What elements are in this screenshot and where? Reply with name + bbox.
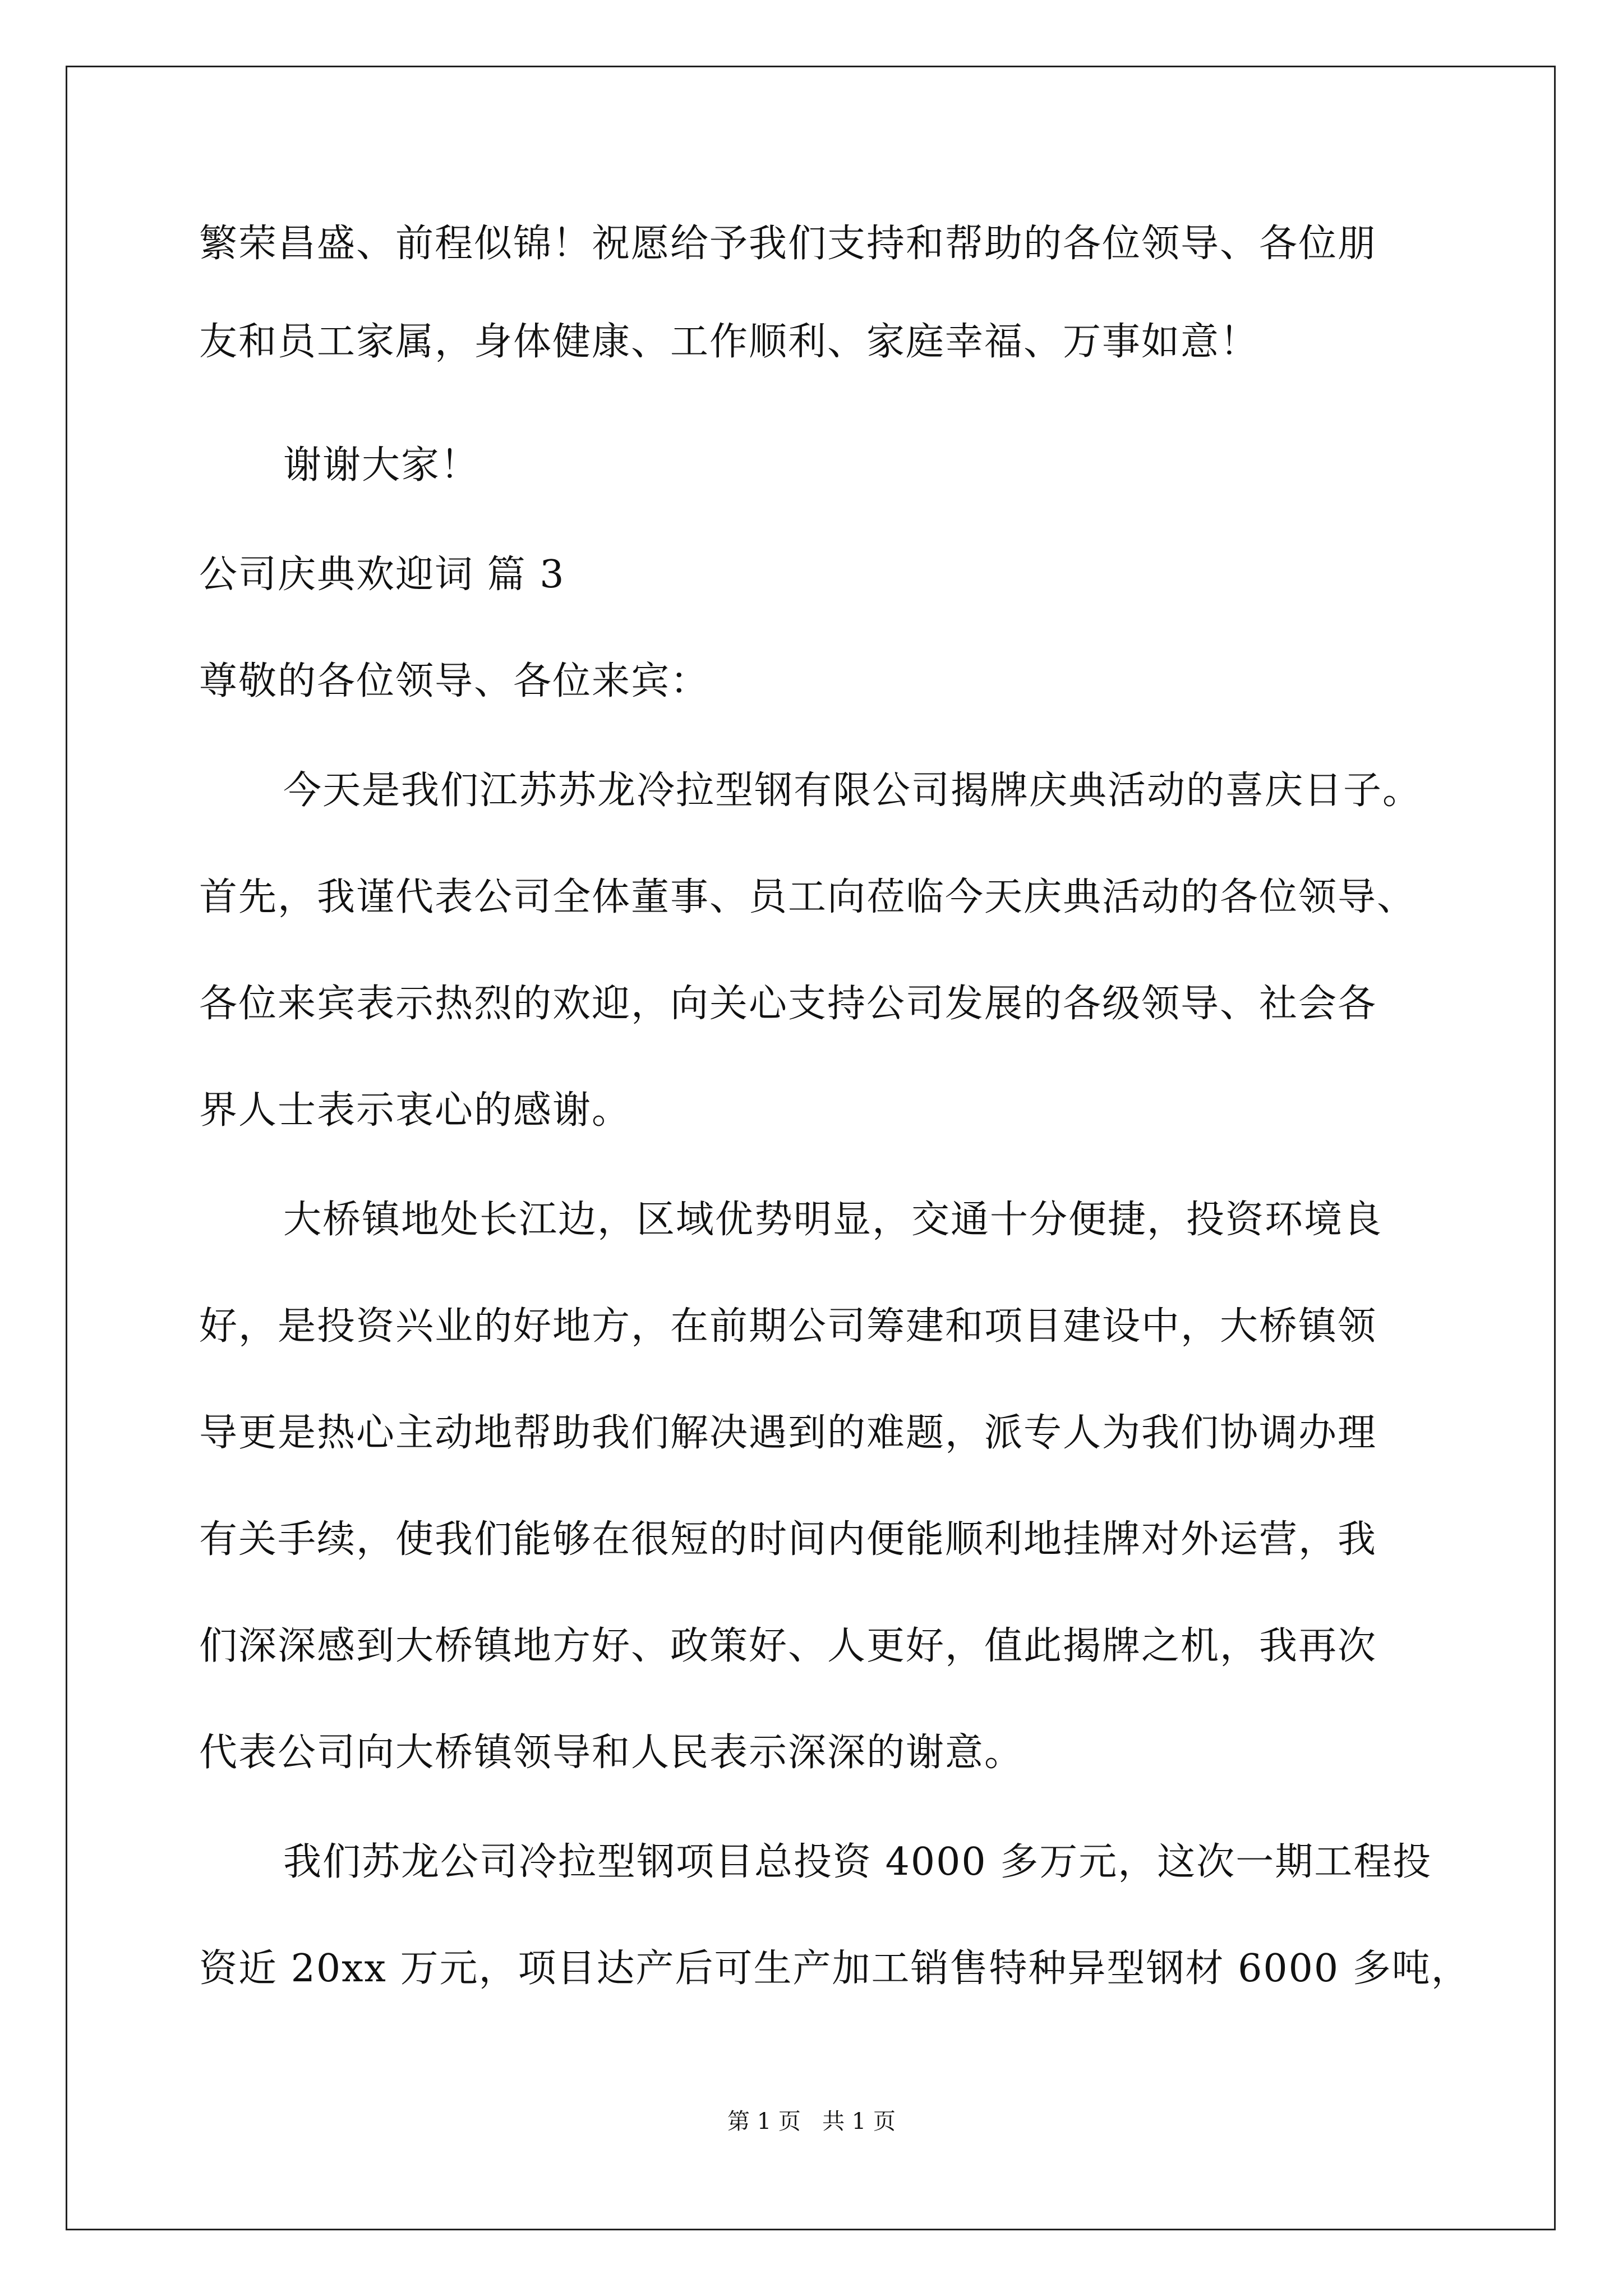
paragraph-line: 代表公司向大桥镇领导和人民表示深深的谢意。 [199, 1731, 1024, 1775]
paragraph-line: 们深深感到大桥镇地方好、政策好、人更好，值此揭牌之机，我再次 [199, 1624, 1377, 1668]
section-heading: 公司庆典欢迎词 篇 3 [199, 553, 565, 597]
paragraph-line: 繁荣昌盛、前程似锦！祝愿给予我们支持和帮助的各位领导、各位朋 [199, 222, 1377, 266]
paragraph-line: 资近 20xx 万元，项目达产后可生产加工销售特种异型钢材 6000 多吨， [199, 1947, 1470, 1991]
paragraph-line: 我们苏龙公司冷拉型钢项目总投资 4000 多万元，这次一期工程投 [283, 1840, 1432, 1884]
paragraph-line: 友和员工家属，身体健康、工作顺利、家庭幸福、万事如意！ [199, 320, 1260, 364]
paragraph-line: 今天是我们江苏苏龙冷拉型钢有限公司揭牌庆典活动的喜庆日子。 [283, 769, 1422, 813]
paragraph-line: 好，是投资兴业的好地方，在前期公司筹建和项目建设中，大桥镇领 [199, 1304, 1377, 1349]
page-footer: 第 1 页 共 1 页 [727, 2109, 896, 2134]
closing-line: 谢谢大家！ [283, 443, 480, 487]
paragraph-line: 导更是热心主动地帮助我们解决遇到的难题，派专人为我们协调办理 [199, 1411, 1377, 1455]
paragraph-line: 界人士表示衷心的感谢。 [199, 1088, 631, 1133]
page-border [66, 66, 1556, 2230]
paragraph-line: 各位来宾表示热烈的欢迎，向关心支持公司发展的各级领导、社会各 [199, 982, 1377, 1026]
paragraph-line: 大桥镇地处长江边，区域优势明显，交通十分便捷，投资环境良 [283, 1198, 1383, 1242]
salutation: 尊敬的各位领导、各位来宾： [199, 659, 710, 703]
paragraph-line: 有关手续，使我们能够在很短的时间内便能顺利地挂牌对外运营，我 [199, 1517, 1377, 1562]
paragraph-line: 首先，我谨代表公司全体董事、员工向莅临今天庆典活动的各位领导、 [199, 875, 1417, 919]
